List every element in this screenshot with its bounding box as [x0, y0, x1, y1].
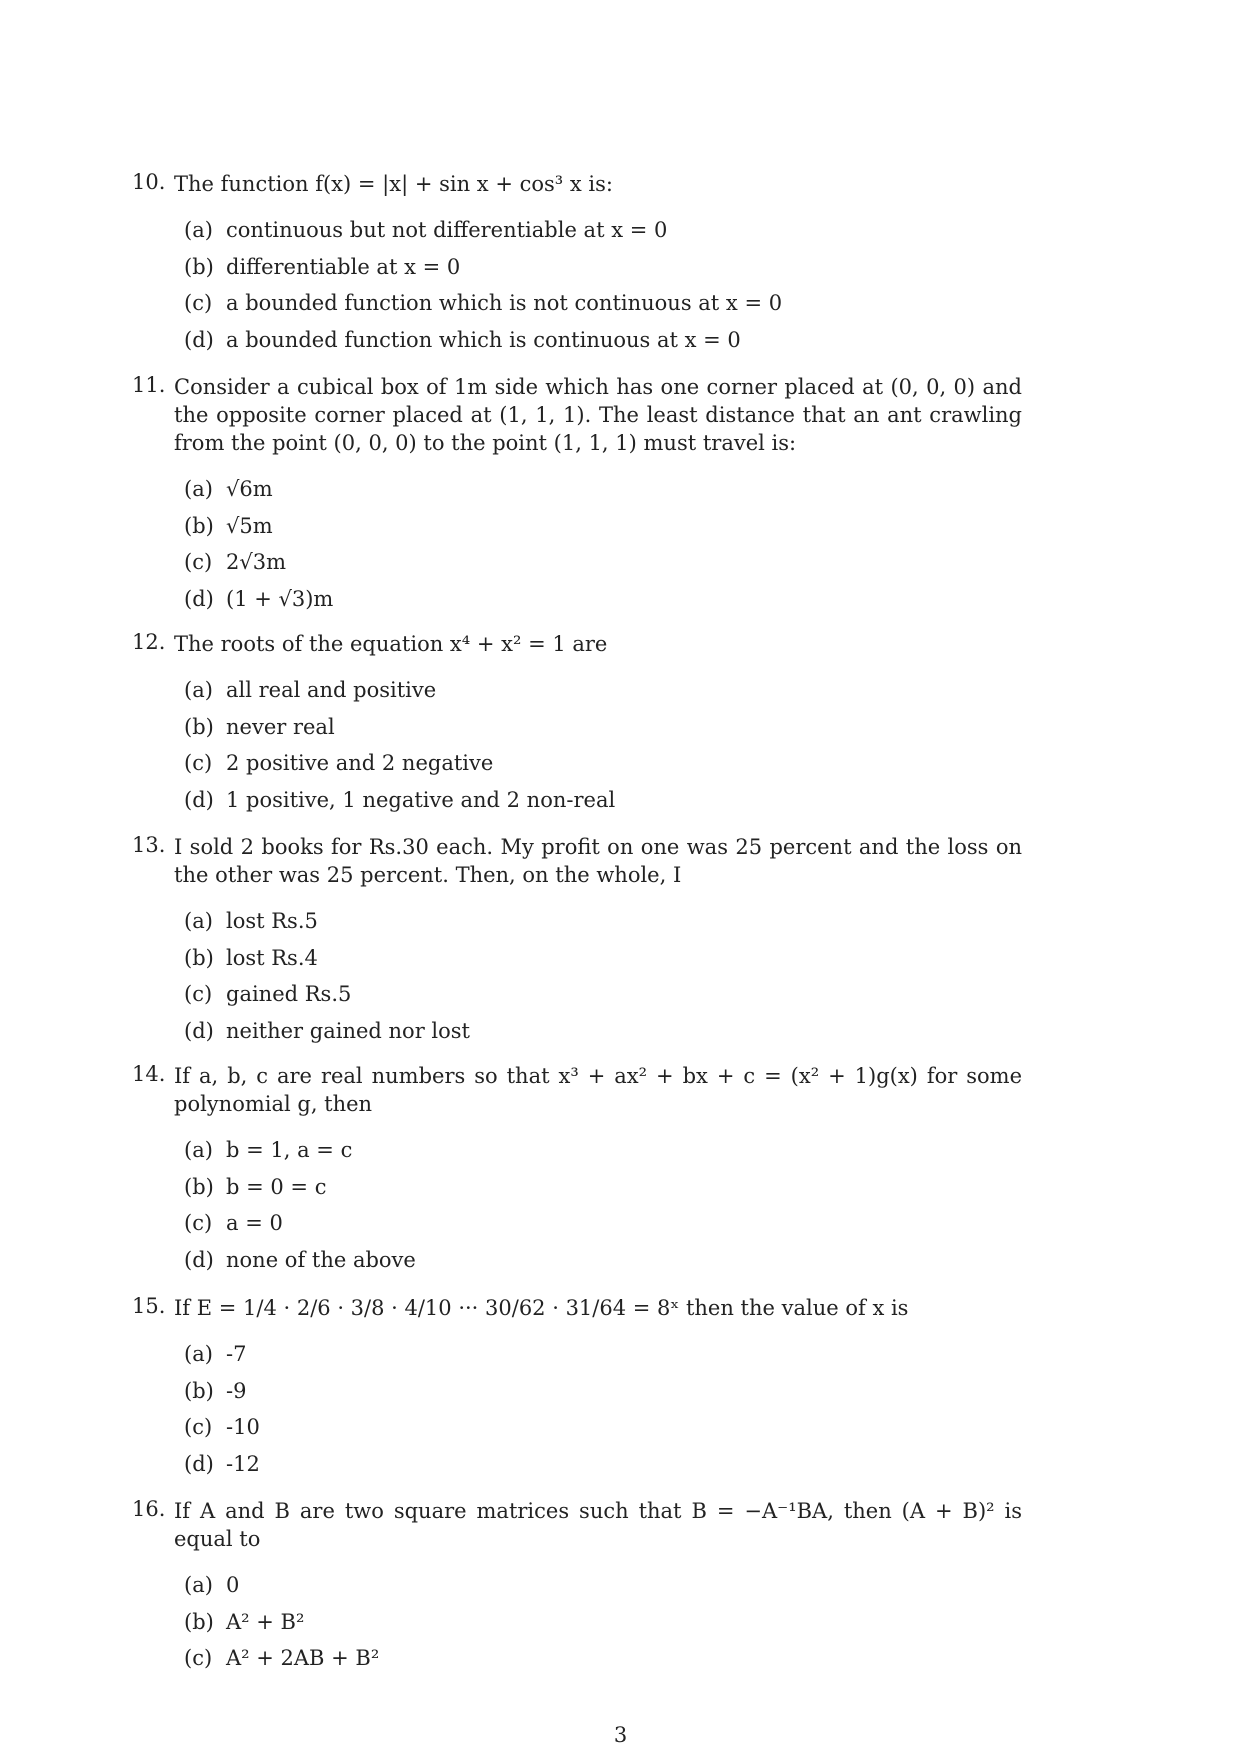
option-letter: (c) — [184, 1646, 213, 1670]
option-text: √6m — [226, 477, 273, 501]
question-text: I sold 2 books for Rs.30 each. My profit on one was 25 percent and the loss on the other was 25 percent. Then, on the whole, I — [174, 835, 1022, 887]
option-letter: (b) — [184, 714, 214, 739]
option-letter: (b) — [184, 1609, 214, 1634]
question-13 — [132, 833, 1022, 1049]
option-text: (1 + √3)m — [226, 586, 334, 611]
option-text: a bounded function which is not continuous at x = 0 — [226, 291, 783, 315]
option-text: √5m — [226, 513, 273, 538]
option — [184, 1640, 1022, 1677]
option-letter: (a) — [184, 678, 213, 702]
option — [184, 1169, 1022, 1206]
option-letter: (d) — [184, 1018, 214, 1043]
option-text: differentiable at x = 0 — [226, 254, 461, 279]
option-text: continuous but not differentiable at x = 0 — [226, 218, 668, 242]
question-14 — [132, 1062, 1022, 1278]
option-text: 2 positive and 2 negative — [226, 751, 494, 775]
option-letter: (d) — [184, 1247, 214, 1272]
option — [184, 471, 1022, 508]
question-number: 14. — [132, 1062, 166, 1086]
option-text: A² + B² — [226, 1609, 305, 1634]
options-list — [184, 1132, 1022, 1278]
option-letter: (b) — [184, 254, 214, 279]
option-text: a bounded function which is continuous at x = 0 — [226, 327, 741, 352]
option — [184, 1604, 1022, 1641]
option — [184, 1132, 1022, 1169]
question-number: 11. — [132, 373, 166, 397]
option-letter: (c) — [184, 291, 213, 315]
option-letter: (c) — [184, 1211, 213, 1235]
option-letter: (c) — [184, 1415, 213, 1439]
option-letter: (a) — [184, 1342, 213, 1366]
question-text: Consider a cubical box of 1m side which has one corner placed at (0, 0, 0) and the opposite corner placed at (1, 1, 1). The least distance that an ant crawling from the point (0, 0, 0) to the point (1, 1, 1) must travel is: — [174, 375, 1022, 455]
option-text: -12 — [226, 1451, 260, 1476]
option — [184, 1013, 1022, 1050]
option — [184, 1205, 1022, 1242]
option-letter: (b) — [184, 513, 214, 538]
page-number: 3 — [613, 1723, 628, 1747]
option — [184, 1409, 1022, 1446]
question-12 — [132, 630, 1022, 818]
options-list — [184, 1567, 1022, 1677]
option — [184, 212, 1022, 249]
option-letter: (d) — [184, 787, 214, 812]
option — [184, 903, 1022, 940]
option — [184, 285, 1022, 322]
option-letter: (a) — [184, 218, 213, 242]
option — [184, 976, 1022, 1013]
option-text: a = 0 — [226, 1211, 283, 1235]
option-text: -7 — [226, 1342, 247, 1366]
option-text: -10 — [226, 1415, 260, 1439]
option-letter: (c) — [184, 550, 213, 574]
option — [184, 508, 1022, 545]
option — [184, 1336, 1022, 1373]
option-letter: (b) — [184, 945, 214, 970]
question-text: If a, b, c are real numbers so that x³ + ax² + bx + c = (x² + 1)g(x) for some polynomial g, then — [174, 1064, 1022, 1116]
option — [184, 1242, 1022, 1279]
options-list — [184, 212, 1022, 358]
option — [184, 782, 1022, 819]
option — [184, 709, 1022, 746]
options-list — [184, 903, 1022, 1049]
question-10 — [132, 170, 1022, 358]
option — [184, 1567, 1022, 1604]
option — [184, 940, 1022, 977]
option-letter: (b) — [184, 1378, 214, 1403]
option — [184, 1446, 1022, 1483]
option-text: lost Rs.5 — [226, 909, 318, 933]
option-text: A² + 2AB + B² — [226, 1646, 380, 1670]
option-text: -9 — [226, 1378, 247, 1403]
option-letter: (d) — [184, 586, 214, 611]
option-text: all real and positive — [226, 678, 437, 702]
option-letter: (c) — [184, 982, 213, 1006]
option-text: b = 1, a = c — [226, 1138, 353, 1162]
option-text: neither gained nor lost — [226, 1018, 470, 1043]
option-text: 0 — [226, 1573, 240, 1597]
option-text: b = 0 = c — [226, 1174, 327, 1199]
option — [184, 581, 1022, 618]
question-16 — [132, 1497, 1022, 1677]
option-text: gained Rs.5 — [226, 982, 352, 1006]
question-number: 10. — [132, 170, 166, 194]
question-number: 12. — [132, 630, 166, 654]
question-number: 16. — [132, 1497, 166, 1521]
option — [184, 1373, 1022, 1410]
option — [184, 322, 1022, 359]
option-letter: (a) — [184, 1138, 213, 1162]
option-text: none of the above — [226, 1247, 416, 1272]
option-text: 1 positive, 1 negative and 2 non-real — [226, 787, 616, 812]
option — [184, 249, 1022, 286]
question-number: 13. — [132, 833, 166, 857]
option-letter: (a) — [184, 1573, 213, 1597]
option-letter: (a) — [184, 909, 213, 933]
question-11 — [132, 373, 1022, 617]
option-letter: (d) — [184, 327, 214, 352]
option-letter: (c) — [184, 751, 213, 775]
options-list — [184, 471, 1022, 617]
option — [184, 544, 1022, 581]
question-number: 15. — [132, 1294, 166, 1318]
question-text: The roots of the equation x⁴ + x² = 1 are — [174, 632, 608, 656]
question-text: If A and B are two square matrices such that B = −A⁻¹BA, then (A + B)² is equal to — [174, 1499, 1022, 1551]
options-list — [184, 1336, 1022, 1482]
question-text: If E = 1/4 · 2/6 · 3/8 · 4/10 ··· 30/62 · 31/64 = 8ˣ then the value of x is — [174, 1296, 909, 1320]
question-text: The function f(x) = |x| + sin x + cos³ x is: — [174, 172, 613, 196]
option — [184, 672, 1022, 709]
option-letter: (a) — [184, 477, 213, 501]
option-text: 2√3m — [226, 550, 287, 574]
option-letter: (b) — [184, 1174, 214, 1199]
question-15 — [132, 1294, 1022, 1482]
option-text: never real — [226, 714, 335, 739]
option-text: lost Rs.4 — [226, 945, 318, 970]
option — [184, 745, 1022, 782]
options-list — [184, 672, 1022, 818]
option-letter: (d) — [184, 1451, 214, 1476]
